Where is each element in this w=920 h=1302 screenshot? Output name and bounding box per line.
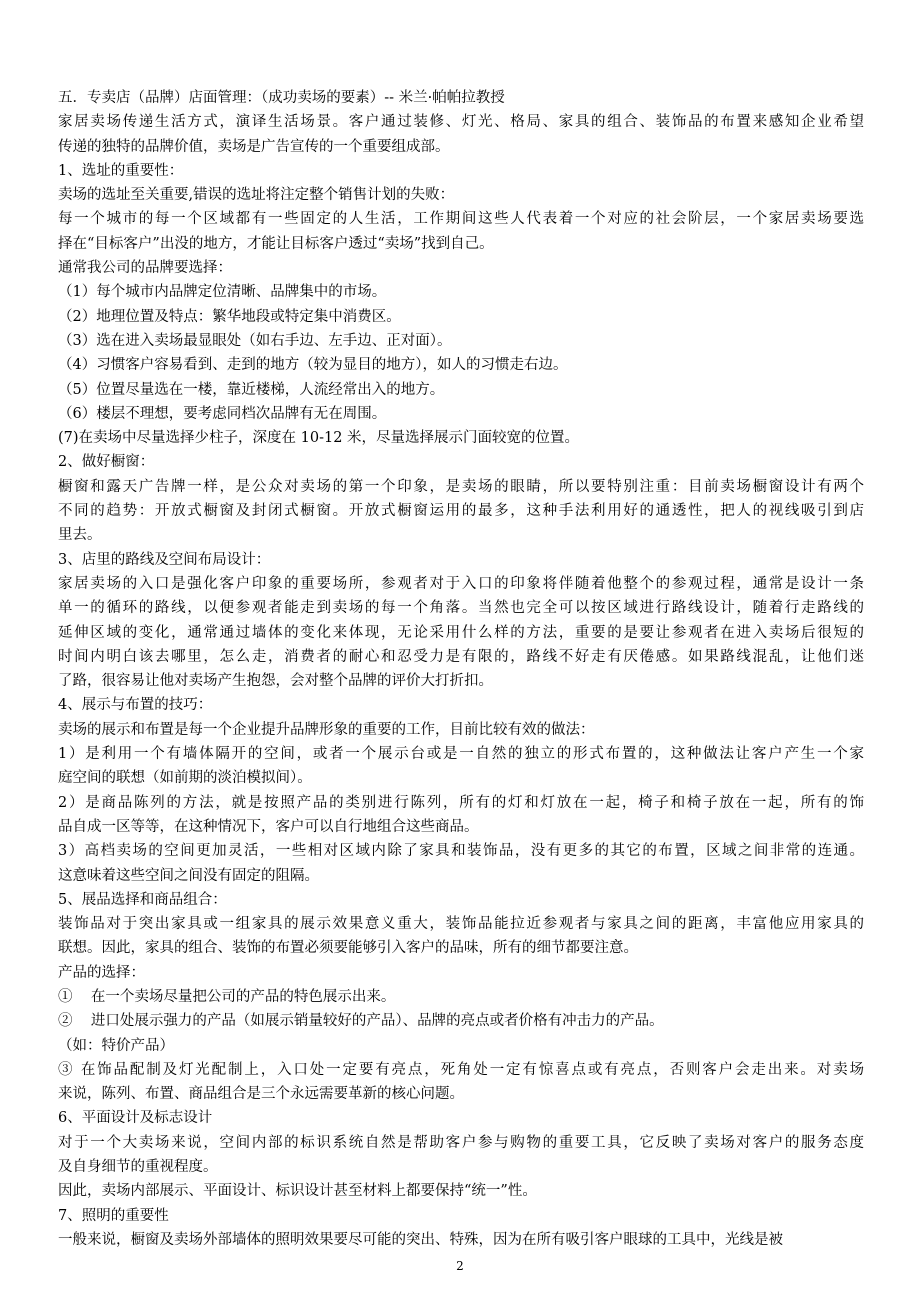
- text-line: (7)在卖场中尽量选择少柱子，深度在 10-12 米，尽量选择展示门面较宽的位置。: [58, 430, 580, 447]
- text-line: 每一个城市的每一个区域都有一些固定的人生活，工作期间这些人代表着一个对应的社会阶层，一个家居卖场要选: [58, 211, 864, 228]
- text-line: 产品的选择：: [58, 964, 145, 981]
- text-line: 2）是商品陈列的方法，就是按照产品的类别进行陈列，所有的灯和灯放在一起，椅子和椅子放在一起，所有的饰: [58, 794, 864, 811]
- text-line: ③ 在饰品配制及灯光配制上，入口处一定要有亮点，死角处一定有惊喜点或有亮点，否则客户会走出来。对卖场: [58, 1061, 864, 1078]
- text-line: 家居卖场传递生活方式，演译生活场景。客户通过装修、灯光、格局、家具的组合、装饰品的布置来感知企业希望: [58, 114, 864, 131]
- text-line: 这意味着这些空间之间没有固定的阻隔。: [58, 867, 319, 884]
- text-line: 4、展示与布置的技巧：: [58, 697, 213, 714]
- text-line: （6）楼层不理想，要考虑同档次品牌有无在周围。: [58, 405, 387, 422]
- text-line: 不同的趋势：开放式橱窗及封闭式橱窗。开放式橱窗运用的最多，这种手法利用好的通透性，把人的视线吸引到店: [58, 503, 864, 520]
- text-line: 装饰品对于突出家具或一组家具的展示效果意义重大，装饰品能拉近参观者与家具之间的距离，丰富他应用家具的: [58, 916, 864, 933]
- text-line: 3、店里的路线及空间布局设计：: [58, 551, 271, 568]
- page-number: 2: [456, 1259, 464, 1273]
- text-line: （1）每个城市内品牌定位清晰、品牌集中的市场。: [58, 284, 387, 301]
- text-line: 择在“目标客户”出没的地方，才能让目标客户透过“卖场”找到自己。: [58, 235, 494, 252]
- text-line: 时间内明白该去哪里，怎么走，消费者的耐心和忍受力是有限的，路线不好走有厌倦感。如果路线混乱，让他们迷: [58, 648, 864, 665]
- text-line: 延伸区域的变化，通常通过墙体的变化来体现，无论采用什么样的方法，重要的是要让参观者在进入卖场后很短的: [58, 624, 864, 641]
- text-line: 6、平面设计及标志设计: [58, 1110, 213, 1127]
- text-line: （3）选在进入卖场最显眼处（如右手边、左手边、正对面）。: [58, 332, 452, 349]
- text-line: 对于一个大卖场来说，空间内部的标识系统自然是帮助客户参与购物的重要工具，它反映了卖场对客户的服务态度: [58, 1134, 864, 1151]
- text-line: 及自身细节的重视程度。: [58, 1159, 218, 1176]
- document-body: [58, 86, 864, 1252]
- text-line: （4）习惯客户容易看到、走到的地方（较为显目的地方），如人的习惯走右边。: [58, 357, 568, 374]
- text-line: 7、照明的重要性: [58, 1207, 169, 1224]
- text-line: 来说，陈列、布置、商品组合是三个永远需要革新的核心问题。: [58, 1086, 464, 1103]
- text-line: 1、选址的重要性：: [58, 162, 184, 179]
- text-line: 1）是利用一个有墙体隔开的空间，或者一个展示台或是一自然的独立的形式布置的，这种做法让客户产生一个家: [58, 746, 864, 763]
- text-line: 品自成一区等等，在这种情况下，客户可以自行地组合这些商品。: [58, 818, 479, 835]
- text-line: 传递的独特的品牌价值，卖场是广告宣传的一个重要组成部。: [58, 138, 450, 155]
- text-line: ① 在一个卖场尽量把公司的产品的特色展示出来。: [58, 988, 396, 1005]
- text-line: 因此，卖场内部展示、平面设计、标识设计甚至材料上都要保持“统一”性。: [58, 1183, 537, 1200]
- text-line: （如：特价产品）: [58, 1037, 174, 1054]
- text-line: 橱窗和露天广告牌一样，是公众对卖场的第一个印象，是卖场的眼睛，所以要特别注重：目前卖场橱窗设计有两个: [58, 478, 864, 495]
- text-line: 3）高档卖场的空间更加灵活，一些相对区域内除了家具和装饰品，没有更多的其它的布置，区域之间非常的连通。: [58, 843, 864, 860]
- text-line: 5、展品选择和商品组合：: [58, 891, 227, 908]
- text-line: 五．专卖店（品牌）店面管理：（成功卖场的要素）-- 米兰·帕帕拉教授: [58, 90, 505, 106]
- text-line: 联想。因此，家具的组合、装饰的布置必须要能够引入客户的品味，所有的细节都要注意。: [58, 940, 638, 957]
- text-line: 2、做好橱窗：: [58, 454, 155, 471]
- text-line: 卖场的展示和布置是每一个企业提升品牌形象的重要的工作，目前比较有效的做法：: [58, 721, 595, 738]
- text-line: 里去。: [58, 527, 102, 544]
- text-line: 一般来说，橱窗及卖场外部墙体的照明效果要尽可能的突出、特殊，因为在所有吸引客户眼球的工具中，光线是被: [58, 1231, 783, 1248]
- text-line: （5）位置尽量选在一楼，靠近楼梯，人流经常出入的地方。: [58, 381, 445, 398]
- text-line: （2）地理位置及特点：繁华地段或特定集中消费区。: [58, 308, 401, 325]
- text-line: 通常我公司的品牌要选择：: [58, 260, 232, 277]
- text-line: 了路，很容易让他对卖场产生抱怨，会对整个品牌的评价大打折扣。: [58, 673, 493, 690]
- text-line: ② 进口处展示强力的产品（如展示销量较好的产品）、品牌的亮点或者价格有冲击力的产品。: [58, 1013, 664, 1030]
- text-line: 卖场的选址至关重要,错误的选址将注定整个销售计划的失败：: [58, 187, 455, 204]
- text-line: 家居卖场的入口是强化客户印象的重要场所，参观者对于入口的印象将伴随着他整个的参观过程，通常是设计一条: [58, 575, 864, 592]
- text-line: 庭空间的联想（如前期的淡泊模拟间）。: [58, 770, 312, 787]
- text-line: 单一的循环的路线，以便参观者能走到卖场的每一个角落。当然也完全可以按区域进行路线设计，随着行走路线的: [58, 600, 864, 617]
